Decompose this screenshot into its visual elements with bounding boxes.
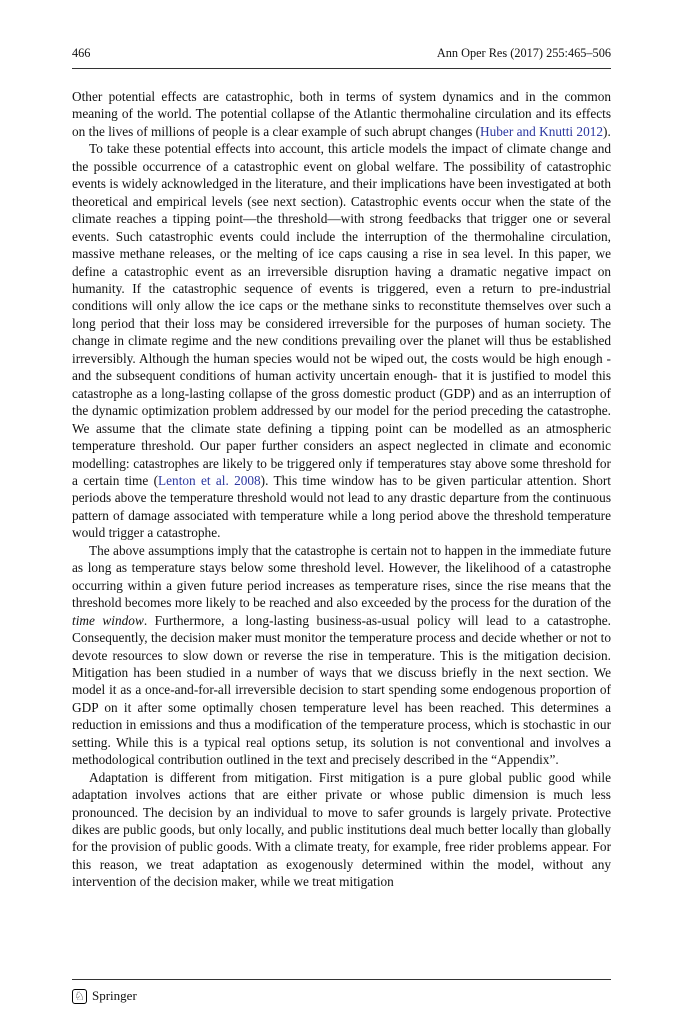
paragraph-text: ). [603, 123, 611, 139]
paragraph-text: The above assumptions imply that the catastrophe is certain not to happen in the immediate future as long as temperature stays below some threshold level. However, the likelihood of a catastrophe occurring within a given future period increases as temperature rises, since the rise means that the threshold becomes more likely to be reached and also exceeded by the process for the duration of the [72, 542, 611, 611]
paragraph [72, 140, 611, 541]
page-number: 466 [72, 46, 91, 60]
citation-link-lenton-et-al-2008[interactable]: Lenton et al. 2008 [158, 472, 261, 488]
page-footer [72, 979, 611, 1004]
paragraph-text: Other potential effects are catastrophic, both in terms of system dynamics and in the common meaning of the world. The potential collapse of the Atlantic thermohaline circulation and its effects on the lives of millions of people is a clear example of such abrupt changes ( [72, 89, 611, 139]
publisher-name: Springer [92, 988, 137, 1003]
paragraph [72, 542, 611, 769]
springer-logo-icon [72, 989, 87, 1004]
paragraph [72, 769, 611, 891]
page-header [72, 46, 611, 69]
italic-term-time-window: time window [72, 612, 144, 628]
paragraph-text: ). This time window has to be given particular attention. Short periods above the temperature threshold would not lead to any drastic departure from the continuous pattern of damage associated with temperature while a long period above the threshold temperature would trigger a catastrophe. [72, 472, 611, 541]
article-body [72, 88, 611, 891]
paragraph-text: . Furthermore, a long-lasting business-as-usual policy will lead to a catastrophe. Consequently, the decision maker must monitor the temperature process and decide whether or not to devote resources to slow down or reverse the rise in temperature. This is the mitigation decision. Mitigation has been studied in a number of ways that we discuss briefly in the next section. We model it as a once-and-for-all irreversible decision to start spending some endogenous proportion of GDP on it after some optimally chosen temperature level has been reached. This determines a reduction in emissions and thus a modification of the temperature process, which is stochastic in our setting. While this is a typical real options setup, its solution is not conventional and involves a methodological contribution outlined in the text and precisely described in the “Appendix”. [72, 612, 611, 768]
citation-link-huber-and-knutti-2012[interactable]: Huber and Knutti 2012 [480, 123, 604, 139]
journal-reference: Ann Oper Res (2017) 255:465–506 [436, 46, 611, 60]
knight-glyph: ♘ [74, 989, 85, 1003]
paragraph-text: Adaptation is different from mitigation. First mitigation is a pure global public good while adaptation involves actions that are either private or whose public dimension is much less pronounced. The decision by an individual to move to safer grounds is largely private. Protective dikes are public goods, but only locally, and public institutions deal much better locally than globally for the provision of public goods. With a climate treaty, for example, free rider problems appear. For this reason, we treat adaptation as exogenously determined within the model, without any intervention of the decision maker, while we treat mitigation [72, 769, 611, 890]
paragraph [72, 88, 611, 140]
paragraph-text: To take these potential effects into account, this article models the impact of climate change and the possible occurrence of a catastrophic event on global welfare. The possibility of catastrophic events is widely acknowledged in the literature, and their implications have been investigated at both theoretical and empirical levels (see next section). Catastrophic events occur when the state of the climate reaches a tipping point—the threshold—with strong feedbacks that trigger one or several events. Such catastrophic events could include the interruption of the thermohaline circulation, massive methane releases, or the melting of ice caps causing a rise in sea level. In this paper, we define a catastrophic event as an irreversible disruption having a dramatic negative impact on humanity. If the catastrophic sequence of events is triggered, even a return to pre-industrial conditions will only allow the ice caps or the methane sinks to reconstitute themselves over such a long period that their loss may be considered irreversible for the purposes of human society. The change in climate regime and the new conditions prevailing over the planet will thus be established irreversibly. Although the human species would not be wiped out, the costs would be high enough -and the subsequent conditions of human activity uncertain enough- that it is justified to model this catastrophe as a long-lasting collapse of the gross domestic product (GDP) and as an interruption of the dynamic optimization problem addressed by our model for the period preceding the catastrophe. We assume that the climate state defining a tipping point can be modelled as an atmospheric temperature threshold. Our paper further considers an aspect neglected in climate and economic modelling: catastrophes are likely to be triggered only if temperatures stay above some threshold for a certain time ( [72, 141, 611, 488]
